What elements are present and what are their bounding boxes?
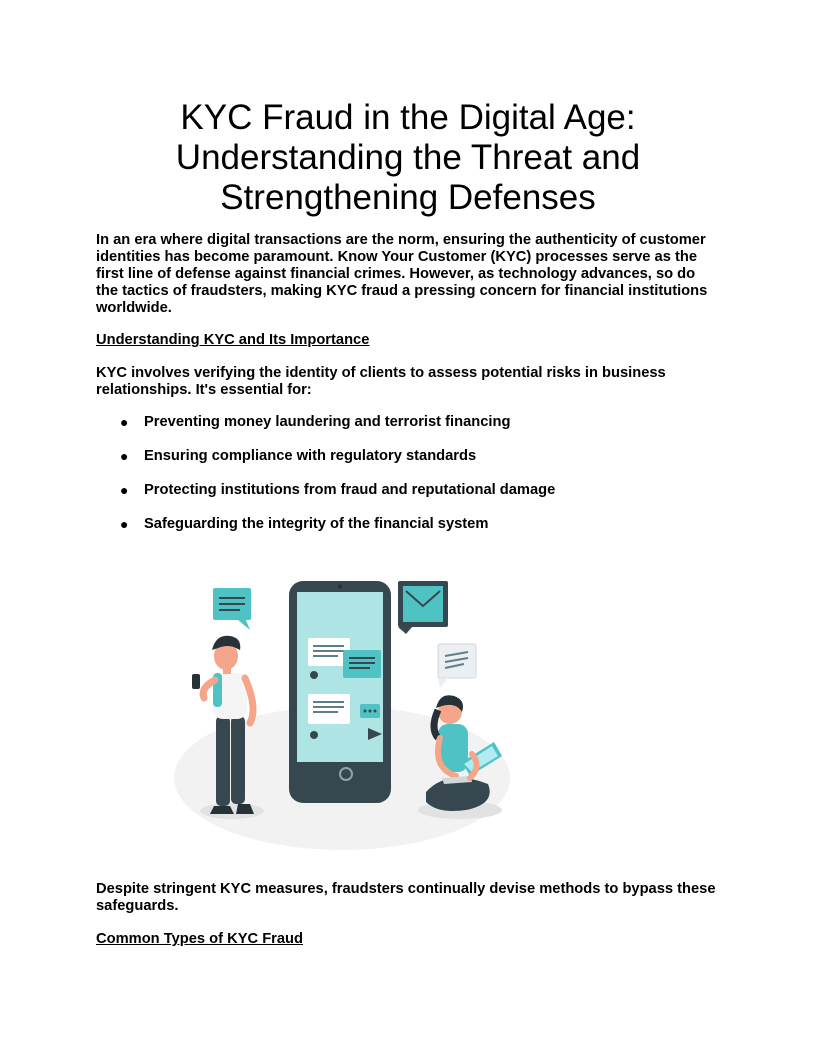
kyc-line: relationships. It's essential for: bbox=[96, 382, 312, 398]
list-item bbox=[96, 482, 726, 516]
section-heading-understanding-kyc: Understanding KYC and Its Importance bbox=[96, 332, 370, 348]
list-item-text: Protecting institutions from fraud and reputational damage bbox=[144, 482, 556, 498]
title-line: KYC Fraud in the Digital Age: bbox=[180, 98, 636, 137]
title-line: Understanding the Threat and bbox=[175, 138, 641, 177]
list-item bbox=[96, 516, 726, 550]
list-item-text: Ensuring compliance with regulatory standards bbox=[144, 448, 477, 464]
intro-line: In an era where digital transactions are the norm, ensuring the authenticity of customer bbox=[96, 232, 706, 248]
bullet-icon: ● bbox=[120, 482, 129, 498]
intro-paragraph bbox=[96, 232, 726, 317]
message-bubble-icon bbox=[213, 588, 251, 630]
bullet-icon: ● bbox=[120, 414, 129, 430]
kyc-purpose-list bbox=[96, 414, 726, 550]
despite-paragraph bbox=[96, 881, 726, 915]
despite-line: Despite stringent KYC measures, fraudsters continually devise methods to bypass these bbox=[96, 881, 716, 897]
list-item-text: Safeguarding the integrity of the financial system bbox=[144, 516, 489, 532]
list-item bbox=[96, 448, 726, 482]
message-bubble-icon bbox=[438, 644, 476, 688]
section-heading-common-types: Common Types of KYC Fraud bbox=[96, 931, 303, 947]
page-title bbox=[96, 98, 720, 218]
intro-line: worldwide. bbox=[96, 300, 172, 316]
kyc-chat-illustration bbox=[170, 578, 530, 850]
typing-indicator-icon bbox=[360, 704, 380, 718]
bullet-icon: ● bbox=[120, 448, 129, 464]
list-item-text: Preventing money laundering and terrorist financing bbox=[144, 414, 511, 430]
list-item bbox=[96, 414, 726, 448]
intro-line: the tactics of fraudsters, making KYC fraud a pressing concern for financial institutions bbox=[96, 283, 708, 299]
intro-line: first line of defense against financial crimes. However, as technology advances, so do bbox=[96, 266, 696, 282]
bullet-icon: ● bbox=[120, 516, 129, 532]
kyc-paragraph bbox=[96, 365, 726, 399]
envelope-icon bbox=[398, 581, 448, 634]
title-line: Strengthening Defenses bbox=[220, 178, 596, 217]
kyc-line: KYC involves verifying the identity of clients to assess potential risks in business bbox=[96, 365, 666, 381]
smartphone-icon bbox=[289, 581, 391, 803]
intro-line: identities has become paramount. Know Your Customer (KYC) processes serve as the bbox=[96, 249, 697, 265]
chat-bubble-icon bbox=[343, 650, 381, 678]
despite-line: safeguards. bbox=[96, 898, 179, 914]
